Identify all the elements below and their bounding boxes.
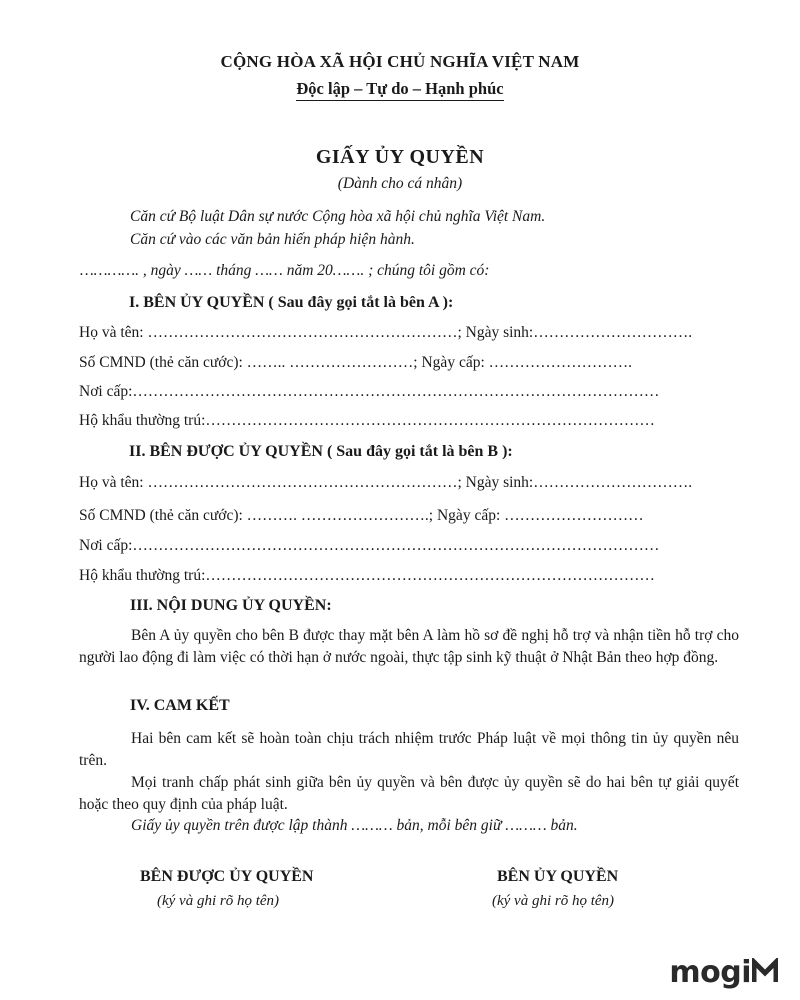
party-b-address-line: Hộ khẩu thường trú:…………………………………………………………………………… <box>79 567 655 584</box>
commitment-paragraph-1: Hai bên cam kết sẽ hoàn toàn chịu trách nhiệm trước Pháp luật về mọi thông tin ủy quyền nêu trên. <box>79 730 739 769</box>
party-a-place-line: Nơi cấp:………………………………………………………………………………………… <box>79 383 660 400</box>
document-subtitle: (Dành cho cá nhân) <box>337 175 463 192</box>
legal-basis-1: Căn cứ Bộ luật Dân sự nước Cộng hòa xã hội chủ nghĩa Việt Nam. <box>130 208 546 225</box>
commitment-paragraph-2: Mọi tranh chấp phát sinh giữa bên ủy quyền và bên được ủy quyền sẽ do hai bên tự giải quyết hoặc theo quy định của pháp luật. <box>79 774 739 813</box>
party-a-address-line: Hộ khẩu thường trú:…………………………………………………………………………… <box>79 412 655 429</box>
section-party-a-heading: I. BÊN ỦY QUYỀN ( Sau đây gọi tắt là bên A ): <box>129 294 454 311</box>
signature-right-note: (ký và ghi rõ họ tên) <box>492 893 615 909</box>
signature-left-title: BÊN ĐƯỢC ỦY QUYỀN <box>140 868 314 885</box>
document-title: GIẤY ỦY QUYỀN <box>315 146 485 168</box>
mogi-logo <box>669 955 778 990</box>
section-commitment-heading: IV. CAM KẾT <box>130 697 230 714</box>
content-paragraph: Bên A ủy quyền cho bên B được thay mặt bên A làm hồ sơ đề nghị hỗ trợ và nhận tiền hỗ trợ cho người lao động đi làm việc có thời hạn ở nước ngoài, thực tập sinh kỹ thuật ở Nhật Bản theo hợp đồng. <box>79 627 739 666</box>
party-a-id-line: Số CMND (thẻ căn cước): …….. ……………………; Ngày cấp: ………………………. <box>79 354 633 371</box>
party-b-place-line: Nơi cấp:………………………………………………………………………………………… <box>79 537 660 554</box>
date-line: …………. , ngày …… tháng …… năm 20……. ; chúng tôi gồm có: <box>80 262 490 279</box>
party-a-name-line: Họ và tên: ……………………………………………………; Ngày sinh:…………………………. <box>79 324 693 341</box>
party-b-id-line: Số CMND (thẻ căn cước): ………. …………………….; Ngày cấp: ……………………… <box>79 507 644 524</box>
national-title: CỘNG HÒA XÃ HỘI CHỦ NGHĨA VIỆT NAM <box>220 52 580 71</box>
copies-line: Giấy ủy quyền trên được lập thành ……… bản, mỗi bên giữ ……… bản. <box>131 817 578 834</box>
signature-left-note: (ký và ghi rõ họ tên) <box>157 893 280 909</box>
national-motto <box>0 79 800 99</box>
motto-text: Độc lập – Tự do – Hạnh phúc <box>296 79 503 101</box>
section-party-b-heading: II. BÊN ĐƯỢC ỦY QUYỀN ( Sau đây gọi tắt là bên B ): <box>129 443 513 460</box>
logo-mark-icon <box>752 958 778 984</box>
signature-right-title: BÊN ỦY QUYỀN <box>497 868 619 885</box>
party-b-name-line: Họ và tên: ……………………………………………………; Ngày sinh:…………………………. <box>79 474 693 491</box>
logo-text: mogi <box>669 955 751 990</box>
section-content-heading: III. NỘI DUNG ỦY QUYỀN: <box>130 597 332 614</box>
legal-basis-2: Căn cứ vào các văn bản hiến pháp hiện hành. <box>130 231 415 248</box>
